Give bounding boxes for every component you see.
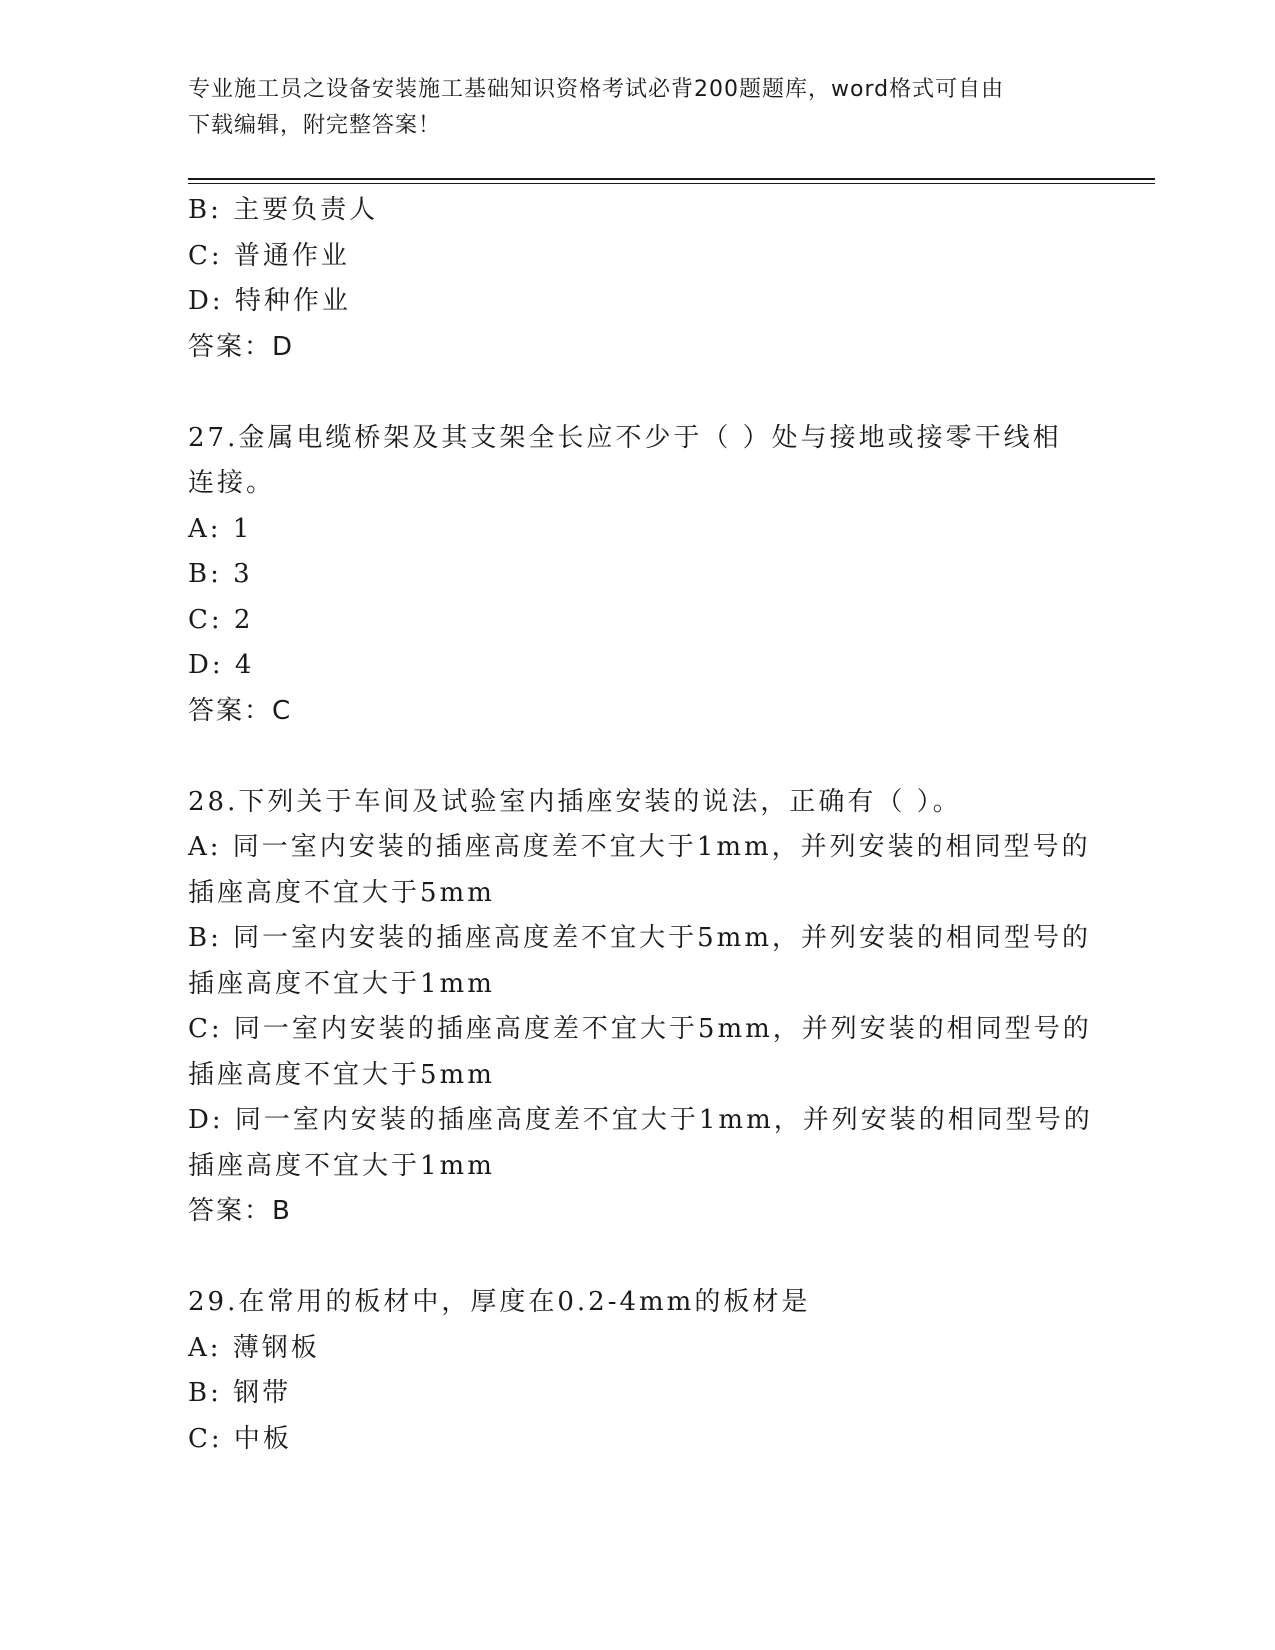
option-b: B: 主要负责人 bbox=[188, 195, 379, 225]
option-c: C: 2 bbox=[188, 604, 254, 635]
question-spacer bbox=[188, 1235, 1068, 1281]
option-d: D: 特种作业 bbox=[188, 286, 351, 316]
header-divider-thick bbox=[188, 178, 1155, 180]
answer: 答案：D bbox=[188, 331, 295, 362]
question-29 bbox=[188, 1280, 1068, 1462]
answer: 答案：C bbox=[188, 695, 293, 726]
question-spacer bbox=[188, 370, 1068, 416]
option-b-continued: 插座高度不宜大于1mm bbox=[188, 968, 495, 999]
question-stem-continued: 连接。 bbox=[188, 468, 276, 498]
option-d: D: 同一室内安装的插座高度差不宜大于1mm，并列安装的相同型号的 bbox=[188, 1105, 1093, 1135]
option-c: C: 同一室内安装的插座高度差不宜大于5mm，并列安装的相同型号的 bbox=[188, 1014, 1092, 1044]
question-28 bbox=[188, 780, 1093, 1235]
question-26 bbox=[188, 188, 1068, 370]
question-stem: 27.金属电缆桥架及其支架全长应不少于（ ）处与接地或接零干线相 bbox=[188, 422, 1062, 453]
question-stem: 29.在常用的板材中，厚度在0.2-4mm的板材是 bbox=[188, 1287, 811, 1317]
option-c-continued: 插座高度不宜大于5mm bbox=[188, 1059, 495, 1090]
option-a-continued: 插座高度不宜大于5mm bbox=[188, 877, 495, 908]
header-line-2: 下载编辑，附完整答案！ bbox=[188, 113, 442, 138]
option-b: B: 钢带 bbox=[188, 1378, 292, 1408]
option-c: C: 普通作业 bbox=[188, 240, 350, 271]
question-27 bbox=[188, 416, 1068, 735]
option-b: B: 同一室内安装的插座高度差不宜大于5mm，并列安装的相同型号的 bbox=[188, 923, 1091, 953]
option-a: A: 同一室内安装的插座高度差不宜大于1mm，并列安装的相同型号的 bbox=[188, 832, 1091, 862]
question-list bbox=[188, 188, 1093, 1462]
question-stem: 28.下列关于车间及试验室内插座安装的说法，正确有（ ）。 bbox=[188, 786, 962, 817]
header-line-1: 专业施工员之设备安装施工基础知识资格考试必背200题题库，word格式可自由 bbox=[188, 77, 1005, 102]
question-spacer bbox=[188, 734, 1068, 780]
option-d-continued: 插座高度不宜大于1mm bbox=[188, 1150, 495, 1181]
option-d: D: 4 bbox=[188, 650, 255, 680]
header-divider-thin bbox=[188, 183, 1155, 184]
option-c: C: 中板 bbox=[188, 1423, 292, 1454]
page-header bbox=[188, 72, 1068, 144]
option-b: B: 3 bbox=[188, 559, 253, 589]
option-a: A: 1 bbox=[188, 513, 253, 544]
answer: 答案：B bbox=[188, 1196, 292, 1226]
option-a: A: 薄钢板 bbox=[188, 1332, 320, 1363]
